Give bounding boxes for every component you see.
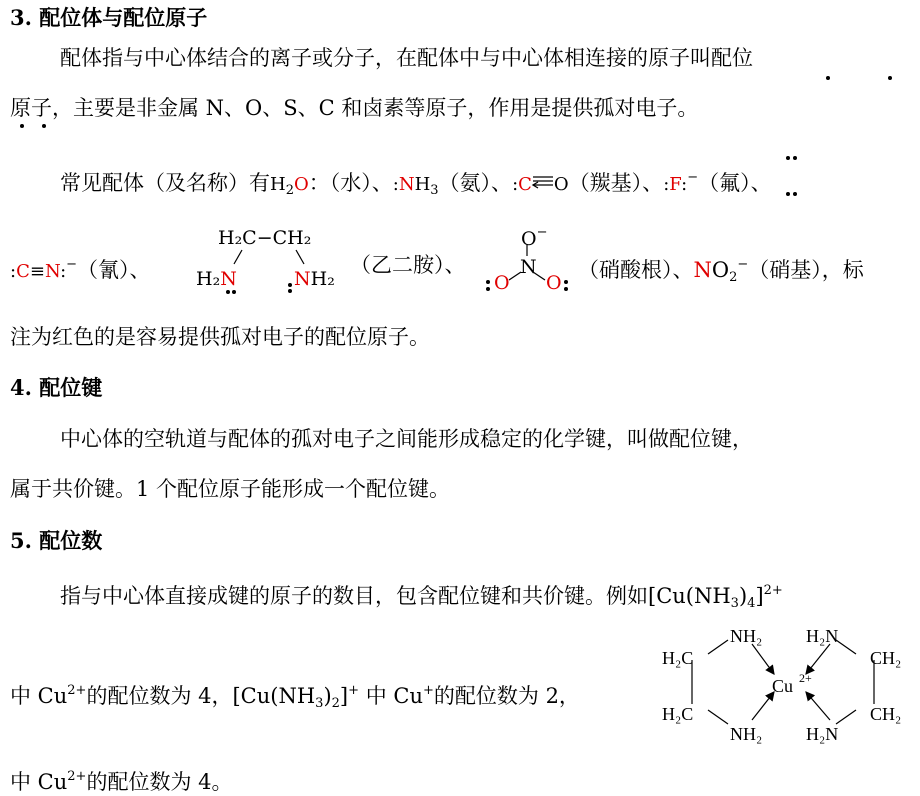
lone-pair-dot: [288, 283, 292, 287]
nitrate-and-nitro-text: [578, 251, 864, 292]
complex-h2c-left-lower: H₂C: [662, 704, 694, 724]
fluoride-formula: :F:−: [663, 170, 699, 195]
emphasis-dot: [20, 124, 24, 128]
cyanide-name: （氰）、: [77, 258, 151, 282]
lone-pair-dot: [486, 287, 490, 291]
nitrate-n: N: [520, 256, 537, 278]
section-number: 4.: [10, 375, 32, 400]
paragraph-line: 原子，主要是非金属 N、O、S、C 和卤素等原子，作用是提供孤对电子。: [10, 96, 699, 120]
section-number: 5.: [10, 528, 32, 553]
nitrate-left-oxygen: O: [494, 272, 510, 294]
fluoride-name: （氟）、: [698, 171, 772, 195]
paragraph-line: 中 $Cu^{2+}$的配位数为 4。: [10, 769, 233, 794]
carbonyl-formula: :C O: [512, 174, 569, 195]
section-4-heading: [10, 374, 102, 402]
complex-cu-charge: 2+: [799, 671, 812, 685]
section-5-heading: [10, 527, 102, 555]
ligands-line-2: [10, 251, 151, 286]
lone-pair-dot: [786, 192, 790, 196]
lone-pair-dot: [793, 156, 797, 160]
nitrate-name: （硝酸根）、: [578, 258, 694, 282]
coordinating-atom: N: [220, 268, 237, 290]
nitro-formula: $NO_2^-$: [693, 257, 749, 285]
complex-cu: Cu: [772, 676, 794, 696]
ammonia-name: （氨）、: [438, 171, 513, 195]
section-title: 配位键: [39, 375, 103, 400]
complex-h2n-bottom-right: H₂N: [806, 724, 839, 744]
en-name: （乙二胺）、: [350, 253, 466, 277]
nitrate-top-oxygen: O−: [521, 225, 548, 250]
section-title: 配位数: [39, 528, 103, 553]
coordinating-atom: C: [518, 174, 532, 195]
lone-pair-dot: [288, 289, 292, 293]
nitrate-right-oxygen: O: [546, 272, 562, 294]
nitro-name: （硝基），标: [748, 258, 864, 282]
paragraph-line: 配体指与中心体结合的离子或分子，在配体中与中心体相连接的原子叫配位: [60, 46, 753, 70]
complex-nh2-bottom-left: NH₂: [730, 724, 763, 744]
section-title: 配位体与配位原子: [39, 5, 208, 30]
triple-bond-arrow: [532, 169, 554, 197]
emphasis-dot: [42, 124, 46, 128]
section-number: 3.: [10, 5, 32, 30]
paragraph-line: 指与中心体直接成键的原子的数目，包含配位键和共价键。例如$[Cu(NH_3)_4]^{2+}$: [60, 583, 783, 611]
emphasis-dot: [888, 76, 892, 80]
emphasis-dot: [826, 76, 830, 80]
cu-en-complex-structure: [656, 620, 916, 760]
en-left-amine: H₂N: [196, 268, 237, 290]
coordinating-atom: C: [16, 261, 30, 282]
coordinating-atom: N: [44, 261, 61, 282]
complex-h2n-top-right: H₂N: [806, 626, 839, 646]
paragraph-line: 中心体的空轨道与配体的孤对电子之间能形成稳定的化学键，叫做配位键，: [60, 427, 753, 451]
lone-pair-dot: [232, 290, 236, 294]
lone-pair-dot: [786, 156, 790, 160]
complex-h2c-left-upper: H₂C: [662, 648, 694, 668]
lone-pair-dot: [564, 287, 568, 291]
en-right-amine: NH₂: [294, 268, 335, 290]
carbonyl-name: （羰基）、: [568, 171, 664, 195]
cyanide-formula: :C≡N:−: [10, 257, 78, 282]
complex-nh2-top-left: NH₂: [730, 626, 763, 646]
water-name: ：（水）、: [308, 171, 393, 195]
ligands-intro: 常见配体（及名称）有: [60, 171, 270, 195]
en-top-chain: H₂C−CH₂: [218, 227, 312, 249]
lone-pair-dot: [486, 280, 490, 284]
paragraph-line: 中 $Cu^{2+}$的配位数为 4，$[Cu(NH_3)_2]^+$ 中 Cu+的配位数为 2，: [10, 683, 580, 711]
coordinating-atom: N: [294, 268, 311, 290]
section-3-heading: [10, 4, 207, 32]
ligands-line-1: [60, 164, 772, 205]
complex-ch2-right-lower: CH₂: [870, 704, 902, 724]
coordinating-atom: N: [693, 258, 712, 282]
lone-pair-dot: [226, 290, 230, 294]
paragraph-line: 注为红色的是容易提供孤对电子的配位原子。: [10, 325, 430, 349]
ammonia-formula: $:NH_3$: [392, 174, 439, 198]
water-formula: $H_2O$: [270, 174, 309, 198]
complex-ch2-right-upper: CH₂: [870, 648, 902, 668]
coordinating-atom: N: [398, 174, 415, 195]
coordinating-atom: O: [293, 174, 309, 195]
paragraph-line: 属于共价键。1 个配位原子能形成一个配位键。: [10, 477, 451, 501]
lone-pair-dot: [793, 192, 797, 196]
coordinating-atom: F: [669, 174, 682, 195]
lone-pair-dot: [564, 280, 568, 284]
